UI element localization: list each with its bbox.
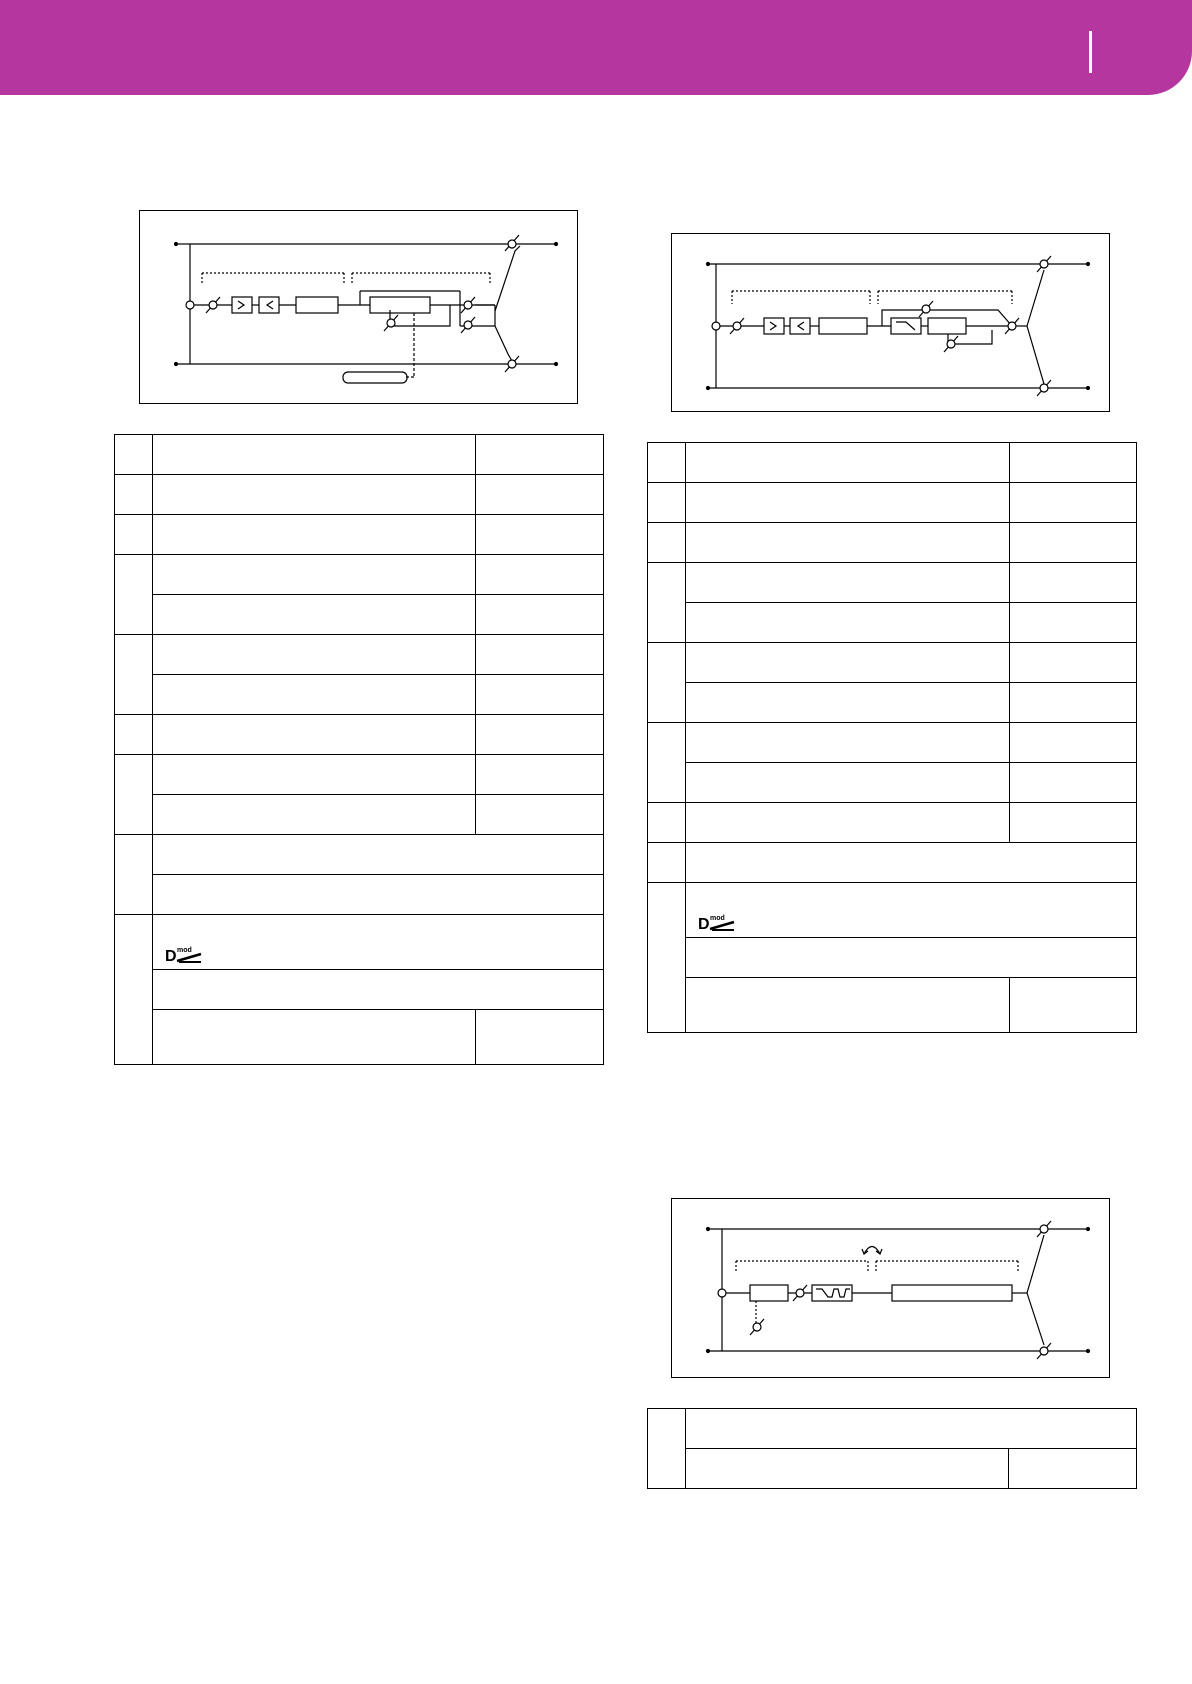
table-cell xyxy=(686,483,1010,523)
effect-block-diagram-2 xyxy=(671,233,1110,412)
dmod-icon xyxy=(165,945,207,963)
table-cell xyxy=(476,515,604,555)
table-cell xyxy=(115,755,153,835)
table-cell xyxy=(153,475,476,515)
table-cell xyxy=(686,523,1010,563)
table-cell xyxy=(1010,978,1137,1033)
table-cell xyxy=(648,563,686,643)
table-cell xyxy=(648,803,686,843)
table-cell xyxy=(115,715,153,755)
table-cell xyxy=(153,915,604,970)
table-cell xyxy=(153,715,476,755)
table-cell xyxy=(476,755,604,795)
table-cell xyxy=(476,635,604,675)
table-cell xyxy=(1010,643,1137,683)
table-cell xyxy=(1009,1449,1137,1489)
dmod-icon xyxy=(698,913,740,931)
table-cell xyxy=(115,515,153,555)
table-cell xyxy=(648,523,686,563)
table-cell xyxy=(648,643,686,723)
table-cell xyxy=(1010,563,1137,603)
table-cell xyxy=(686,883,1137,938)
table-cell xyxy=(1010,683,1137,723)
table-cell xyxy=(153,595,476,635)
parameter-table-3 xyxy=(647,1408,1137,1489)
table-cell xyxy=(686,723,1010,763)
svg-text:mod: mod xyxy=(710,914,725,922)
effect-block-diagram-1 xyxy=(139,210,578,404)
table-cell xyxy=(153,555,476,595)
parameter-table-1 xyxy=(114,434,604,1065)
table-cell xyxy=(476,555,604,595)
table-cell xyxy=(686,978,1010,1033)
table-cell xyxy=(1010,443,1137,483)
table-cell xyxy=(153,795,476,835)
table-cell xyxy=(686,603,1010,643)
table-cell xyxy=(648,843,686,883)
table-cell xyxy=(648,443,686,483)
table-cell xyxy=(686,843,1137,883)
table-cell xyxy=(686,1409,1137,1449)
table-cell xyxy=(153,755,476,795)
table-cell xyxy=(476,795,604,835)
table-cell xyxy=(153,635,476,675)
table-cell xyxy=(1010,803,1137,843)
parameter-table-2 xyxy=(647,442,1137,1033)
table-cell xyxy=(648,723,686,803)
header-divider xyxy=(1089,31,1092,73)
table-cell xyxy=(648,483,686,523)
table-cell xyxy=(115,635,153,715)
table-cell xyxy=(153,1010,476,1065)
table-cell xyxy=(1010,523,1137,563)
table-cell xyxy=(648,883,686,1033)
table-cell xyxy=(686,683,1010,723)
table-cell xyxy=(686,443,1010,483)
table-cell xyxy=(686,803,1010,843)
table-cell xyxy=(476,715,604,755)
svg-text:D: D xyxy=(698,915,710,931)
table-cell xyxy=(153,435,476,475)
table-cell xyxy=(686,763,1010,803)
table-cell xyxy=(115,555,153,635)
table-cell xyxy=(476,1010,604,1065)
table-cell xyxy=(686,938,1137,978)
table-cell xyxy=(115,915,153,1065)
table-cell xyxy=(153,515,476,555)
table-cell xyxy=(153,835,604,875)
table-cell xyxy=(476,675,604,715)
table-cell xyxy=(1010,483,1137,523)
page-header-bar xyxy=(0,0,1192,95)
table-cell xyxy=(115,835,153,915)
svg-text:D: D xyxy=(165,947,177,963)
table-cell xyxy=(1010,603,1137,643)
table-cell xyxy=(686,1449,1009,1489)
table-cell xyxy=(115,435,153,475)
table-cell xyxy=(476,595,604,635)
table-cell xyxy=(153,675,476,715)
effect-block-diagram-3 xyxy=(671,1198,1110,1378)
table-cell xyxy=(686,563,1010,603)
svg-text:mod: mod xyxy=(177,946,192,954)
table-cell xyxy=(1010,763,1137,803)
table-cell xyxy=(1010,723,1137,763)
table-cell xyxy=(648,1409,686,1489)
table-cell xyxy=(476,435,604,475)
table-cell xyxy=(115,475,153,515)
table-cell xyxy=(476,475,604,515)
table-cell xyxy=(153,875,604,915)
table-cell xyxy=(686,643,1010,683)
table-cell xyxy=(153,970,604,1010)
